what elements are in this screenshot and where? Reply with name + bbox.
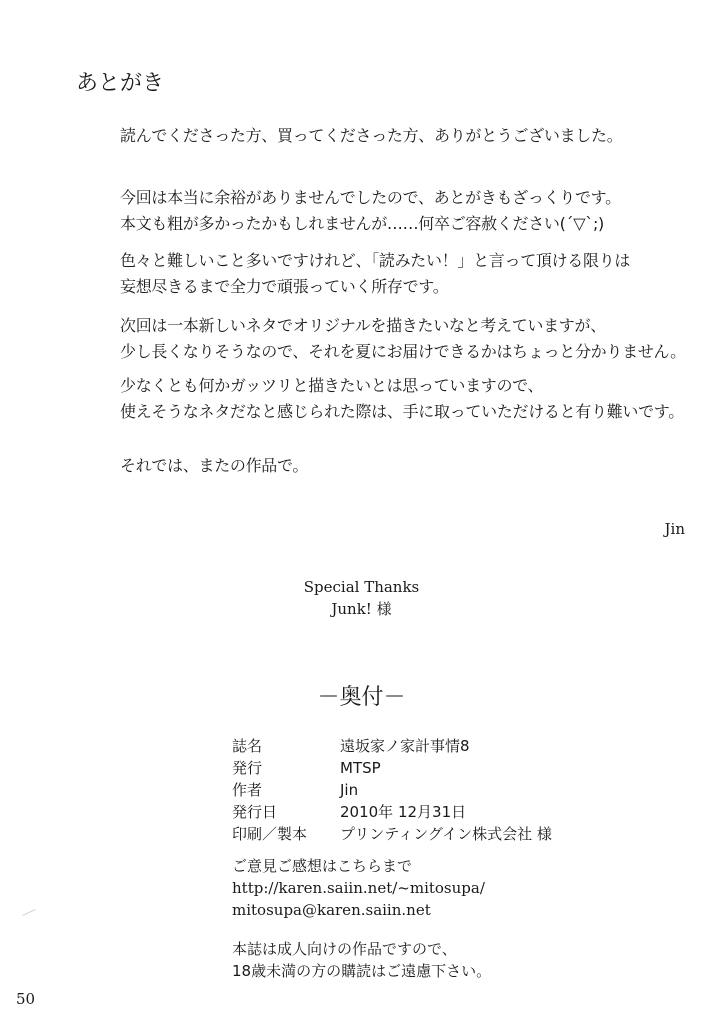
age-notice-line: 本誌は成人向けの作品ですので、 [232,940,457,958]
afterword-paragraph-6 [120,453,308,479]
afterword-line: 少なくとも何かガッツリと描きたいとは思っていますので、 [120,376,544,395]
colophon-key: 発行日 [232,803,278,821]
colophon-row-publisher [232,757,552,779]
afterword-line: 色々と難しいこと多いですけれど、「読みたい！」と言って頂ける限りは [120,251,631,270]
afterword-line: 本文も粗が多かったかもしれませんが……何卒ご容赦ください(´▽`;) [120,214,604,233]
afterword-line: 少し長くなりそうなので、それを夏にお届けできるかはちょっと分かりません。 [120,342,686,361]
colophon-title: －奥付－ [317,685,406,710]
colophon-value: プリンティングイン株式会社 様 [340,825,552,843]
contact-label: ご意見ご感想はこちらまで [232,857,413,875]
colophon-table [232,735,552,845]
author-signature: Jin [664,520,685,538]
afterword-line: 読んでくださった方、買ってくださった方、ありがとうございました。 [120,126,623,145]
afterword-paragraph-5 [120,373,684,425]
colophon-key: 発行 [232,759,263,777]
afterword-paragraph-3 [120,248,630,300]
colophon-key: 誌名 [232,737,263,755]
afterword-paragraph-2 [120,185,621,237]
special-thanks-block [0,576,723,620]
scan-mark [22,909,35,916]
afterword-line: それでは、またの作品で。 [120,456,309,475]
contact-block [232,855,485,921]
colophon-value: 2010年 12月31日 [340,803,467,821]
colophon-row-title [232,735,552,757]
afterword-paragraph-4 [120,313,686,365]
age-notice-line: 18歳未満の方の購読はご遠慮下さい。 [232,962,492,980]
afterword-title: あとがき [76,71,165,96]
colophon-value: MTSP [340,759,381,777]
contact-email-link[interactable]: mitosupa@karen.saiin.net [232,901,431,919]
special-thanks-name: Junk! 様 [331,600,392,618]
age-notice [232,938,491,982]
afterword-line: 今回は本当に余裕がありませんでしたので、あとがきもざっくりです。 [120,188,621,207]
afterword-line: 次回は一本新しいネタでオリジナルを描きたいなと考えていますが、 [120,316,606,335]
special-thanks-title: Special Thanks [303,578,420,596]
colophon-key: 作者 [232,781,263,799]
colophon-row-date [232,801,552,823]
page-number: 50 [16,990,36,1008]
afterword-paragraph-1 [120,123,622,149]
colophon-value: 遠坂家ノ家計事情8 [340,737,470,755]
colophon-row-author [232,779,552,801]
afterword-line: 妄想尽きるまで全力で頑張っていく所存です。 [120,277,449,296]
colophon-row-printer [232,823,552,845]
colophon-value: Jin [340,781,359,799]
colophon-key: 印刷／製本 [232,825,308,843]
afterword-line: 使えそうなネタだなと感じられた際は、手に取っていただけると有り難いです。 [120,402,684,421]
contact-url-link[interactable]: http://karen.saiin.net/~mitosupa/ [232,879,485,897]
